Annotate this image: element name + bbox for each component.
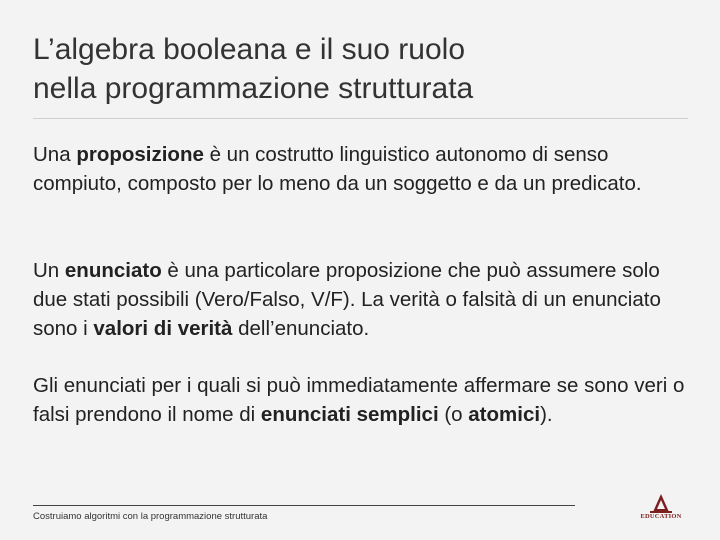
title-line-2: nella programmazione strutturata bbox=[33, 72, 474, 105]
slide-title bbox=[33, 30, 693, 108]
text-run: ). bbox=[540, 403, 553, 426]
text-run: è un costrutto linguistico autonomo di senso compiuto, composto per lo meno da un soggetto e da un predicato. bbox=[33, 143, 642, 195]
footer-divider bbox=[33, 505, 575, 506]
footer-caption: Costruiamo algoritmi con la programmazione strutturata bbox=[33, 511, 268, 522]
logo-label: EDUCATION bbox=[640, 513, 682, 520]
bold-term: valori di verità bbox=[93, 317, 233, 340]
publisher-logo bbox=[636, 492, 686, 524]
text-run: è una particolare proposizione che può assumere solo due stati possibili (Vero/Falso, V/F). La verità o falsità di un enunciato sono i bbox=[33, 259, 661, 340]
bold-term: atomici bbox=[468, 403, 541, 426]
paragraph-enunciati-semplici bbox=[33, 371, 688, 429]
text-run: Una bbox=[33, 143, 77, 166]
title-line-1: L’algebra booleana e il suo ruolo bbox=[33, 33, 465, 66]
paragraph-proposizione bbox=[33, 140, 688, 198]
bold-term: proposizione bbox=[76, 143, 204, 166]
title-divider bbox=[33, 118, 688, 119]
paragraph-enunciato bbox=[33, 256, 688, 343]
text-run: (o bbox=[438, 403, 469, 426]
text-run: dell’enunciato. bbox=[232, 317, 370, 340]
text-run: Un bbox=[33, 259, 65, 282]
text-run: Gli enunciati per i quali si può immediatamente affermare se sono veri o falsi prendono il nome di bbox=[33, 374, 685, 426]
bold-term: enunciato bbox=[64, 259, 162, 282]
logo-mark-icon bbox=[636, 492, 686, 514]
bold-term: enunciati semplici bbox=[260, 403, 439, 426]
